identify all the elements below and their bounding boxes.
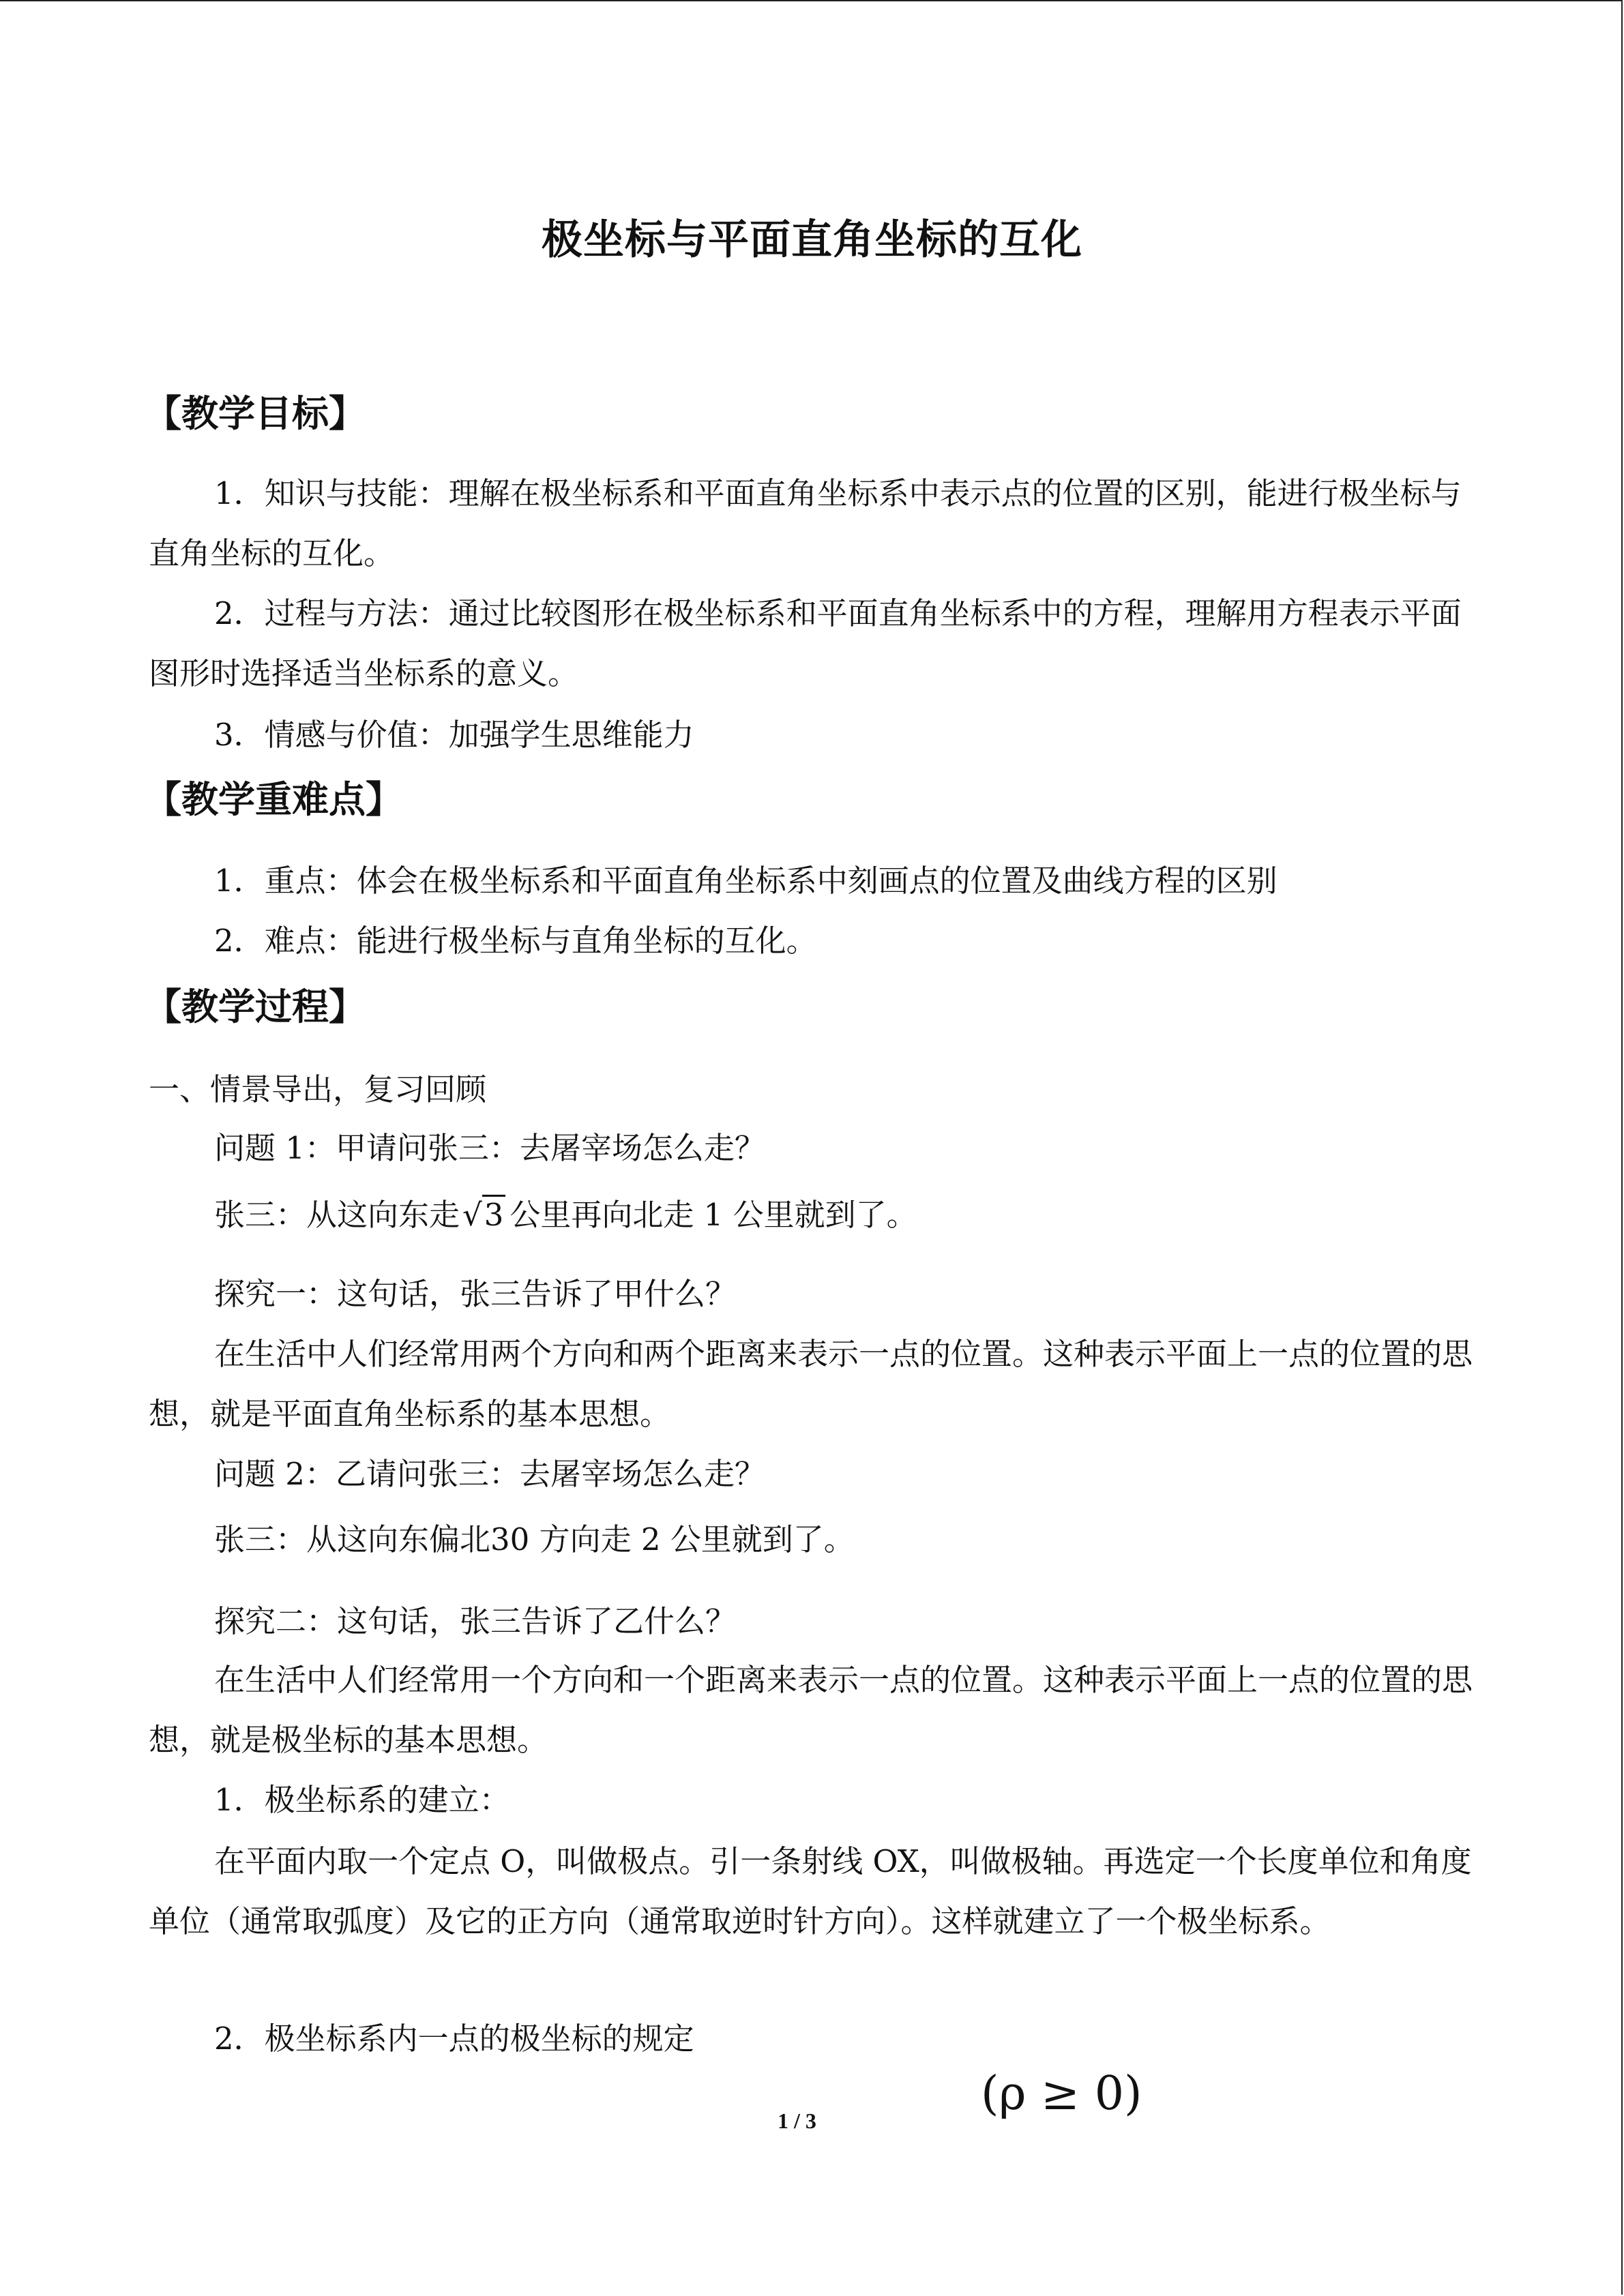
goals-item-1: 1．知识与技能：理解在极坐标系和平面直角坐标系中表示点的位置的区别，能进行极坐标与直角坐标的互化。 bbox=[149, 475, 1462, 571]
sqrt-value: 3 bbox=[482, 1195, 506, 1233]
heading-goals: 【教学目标】 bbox=[145, 391, 366, 435]
explore-2: 探究二：这句话，张三告诉了乙什么？ bbox=[214, 1603, 737, 1639]
subsection-1: 1．极坐标系的建立： bbox=[214, 1782, 510, 1818]
heading-process: 【教学过程】 bbox=[145, 985, 366, 1028]
question-2: 问题 2：乙请问张三：去屠宰场怎么走？ bbox=[214, 1456, 765, 1492]
answer-1 bbox=[214, 1195, 917, 1236]
explore-1: 探究一：这句话，张三告诉了甲什么？ bbox=[214, 1276, 737, 1312]
key-point-2: 2．难点：能进行极坐标与直角坐标的互化。 bbox=[214, 923, 817, 959]
answer-2: 张三：从这向东偏北30 方向走 2 公里就到了。 bbox=[214, 1521, 855, 1557]
paragraph-3: 在平面内取一个定点 O，叫做极点。引一条射线 OX，叫做极轴。再选定一个长度单位和角度单位（通常取弧度）及它的正方向（通常取逆时针方向）。这样就建立了一个极坐标系。 bbox=[149, 1843, 1472, 1939]
goals-item-2: 2．过程与方法：通过比较图形在极坐标系和平面直角坐标系中的方程，理解用方程表示平面图形时选择适当坐标系的意义。 bbox=[149, 595, 1462, 691]
radical-icon: √ bbox=[462, 1197, 482, 1233]
goals-item-3: 3．情感与价值：加强学生思维能力 bbox=[214, 717, 694, 753]
answer-1-before: 张三：从这向东走 bbox=[214, 1197, 460, 1233]
answer-1-after: 公里再向北走 1 公里就到了。 bbox=[510, 1197, 917, 1233]
question-1: 问题 1：甲请问张三：去屠宰场怎么走？ bbox=[214, 1130, 765, 1166]
paragraph-1: 在生活中人们经常用两个方向和两个距离来表示一点的位置。这种表示平面上一点的位置的思想，就是平面直角坐标系的基本思想。 bbox=[149, 1336, 1473, 1432]
subsection-2: 2．极坐标系内一点的极坐标的规定 bbox=[214, 2021, 694, 2057]
process-part-1: 一、情景导出，复习回顾 bbox=[149, 1071, 487, 1107]
key-point-1: 1．重点：体会在极坐标系和平面直角坐标系中刻画点的位置及曲线方程的区别 bbox=[214, 863, 1278, 899]
document-title: 极坐标与平面直角坐标的互化 bbox=[542, 216, 1082, 264]
paragraph-2: 在生活中人们经常用一个方向和一个距离来表示一点的位置。这种表示平面上一点的位置的思想，就是极坐标的基本思想。 bbox=[149, 1662, 1473, 1758]
sqrt-symbol bbox=[462, 1195, 507, 1236]
polar-condition-formula: (ρ ≥ 0) bbox=[981, 2067, 1142, 2121]
page-number: 1 / 3 bbox=[778, 2108, 816, 2133]
heading-key-points: 【教学重难点】 bbox=[145, 777, 402, 821]
